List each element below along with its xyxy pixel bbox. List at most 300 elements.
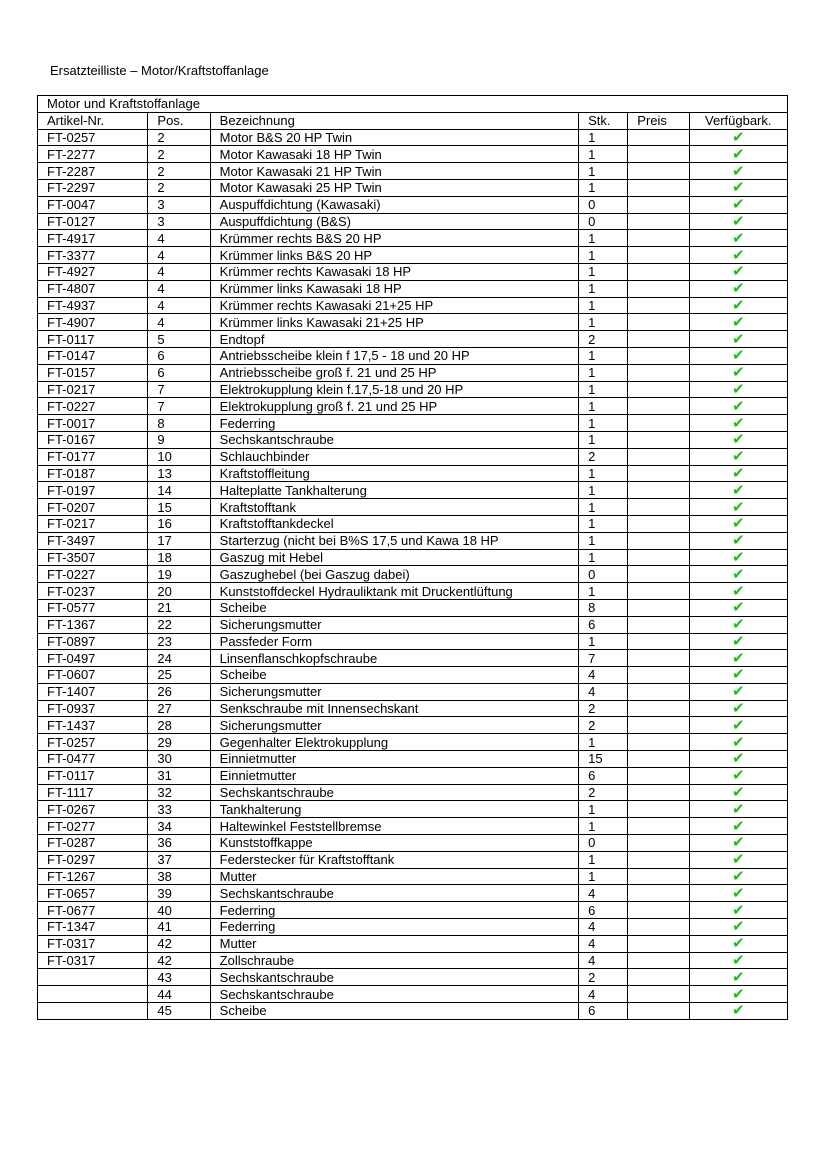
bezeichnung-cell: Antriebsscheibe groß f. 21 und 25 HP — [210, 364, 578, 381]
bezeichnung-cell: Motor Kawasaki 18 HP Twin — [210, 146, 578, 163]
preis-cell — [628, 935, 689, 952]
bezeichnung-cell: Linsenflanschkopfschraube — [210, 650, 578, 667]
availability-cell — [689, 146, 787, 163]
table-row — [38, 868, 788, 885]
bezeichnung-cell: Kraftstofftankdeckel — [210, 515, 578, 532]
header-row — [38, 112, 788, 129]
artikel-nr-cell: FT-1347 — [38, 919, 148, 936]
availability-cell — [689, 213, 787, 230]
pos-cell: 43 — [148, 969, 210, 986]
artikel-nr-cell: FT-0157 — [38, 364, 148, 381]
bezeichnung-cell: Mutter — [210, 935, 578, 952]
artikel-nr-cell: FT-0117 — [38, 767, 148, 784]
artikel-nr-cell: FT-0287 — [38, 835, 148, 852]
preis-cell — [628, 297, 689, 314]
stk-cell: 1 — [579, 347, 628, 364]
preis-cell — [628, 667, 689, 684]
artikel-nr-cell: FT-2277 — [38, 146, 148, 163]
stk-cell: 7 — [579, 650, 628, 667]
availability-cell — [689, 683, 787, 700]
preis-cell — [628, 734, 689, 751]
table-row — [38, 734, 788, 751]
preis-cell — [628, 364, 689, 381]
bezeichnung-cell: Krümmer links Kawasaki 18 HP — [210, 280, 578, 297]
table-row — [38, 549, 788, 566]
pos-cell: 7 — [148, 381, 210, 398]
table-row — [38, 969, 788, 986]
stk-cell: 6 — [579, 616, 628, 633]
table-row — [38, 835, 788, 852]
table-row — [38, 986, 788, 1003]
availability-cell — [689, 767, 787, 784]
availability-cell — [689, 431, 787, 448]
preis-cell — [628, 801, 689, 818]
availability-cell — [689, 499, 787, 516]
stk-cell: 4 — [579, 919, 628, 936]
table-row — [38, 902, 788, 919]
preis-cell — [628, 448, 689, 465]
pos-cell: 16 — [148, 515, 210, 532]
checkmark-icon: ✔ — [731, 649, 745, 667]
checkmark-icon: ✔ — [731, 297, 745, 314]
table-row — [38, 919, 788, 936]
bezeichnung-cell: Federring — [210, 919, 578, 936]
preis-cell — [628, 650, 689, 667]
bezeichnung-cell: Federring — [210, 902, 578, 919]
artikel-nr-cell: FT-0207 — [38, 499, 148, 516]
artikel-nr-cell: FT-0257 — [38, 129, 148, 146]
checkmark-icon: ✔ — [731, 918, 745, 936]
availability-cell — [689, 818, 787, 835]
availability-cell — [689, 969, 787, 986]
pos-cell: 18 — [148, 549, 210, 566]
checkmark-icon: ✔ — [731, 582, 745, 600]
checkmark-icon: ✔ — [731, 750, 745, 768]
preis-cell — [628, 515, 689, 532]
checkmark-icon: ✔ — [731, 616, 745, 633]
preis-cell — [628, 179, 689, 196]
availability-cell — [689, 751, 787, 768]
stk-cell: 0 — [579, 213, 628, 230]
pos-cell: 15 — [148, 499, 210, 516]
stk-cell: 1 — [579, 146, 628, 163]
bezeichnung-cell: Scheibe — [210, 599, 578, 616]
bezeichnung-cell: Scheibe — [210, 1003, 578, 1020]
checkmark-icon: ✔ — [731, 817, 745, 835]
bezeichnung-cell: Auspuffdichtung (B&S) — [210, 213, 578, 230]
table-row — [38, 314, 788, 331]
preis-cell — [628, 196, 689, 213]
preis-cell — [628, 566, 689, 583]
availability-cell — [689, 532, 787, 549]
table-row — [38, 885, 788, 902]
availability-cell — [689, 280, 787, 297]
checkmark-icon: ✔ — [731, 179, 745, 197]
checkmark-icon: ✔ — [731, 196, 745, 214]
bezeichnung-cell: Elektrokupplung groß f. 21 und 25 HP — [210, 398, 578, 415]
stk-cell: 6 — [579, 1003, 628, 1020]
artikel-nr-cell: FT-1267 — [38, 868, 148, 885]
table-row — [38, 767, 788, 784]
pos-cell: 36 — [148, 835, 210, 852]
preis-cell — [628, 583, 689, 600]
availability-cell — [689, 448, 787, 465]
table-row — [38, 532, 788, 549]
table-row — [38, 633, 788, 650]
bezeichnung-cell: Einnietmutter — [210, 751, 578, 768]
bezeichnung-cell: Kunststoffdeckel Hydrauliktank mit Druckentlüftung — [210, 583, 578, 600]
bezeichnung-cell: Scheibe — [210, 667, 578, 684]
checkmark-icon: ✔ — [731, 884, 745, 902]
checkmark-icon: ✔ — [731, 868, 745, 885]
stk-cell: 1 — [579, 381, 628, 398]
document-title: Ersatzteilliste – Motor/Kraftstoffanlage — [50, 63, 269, 78]
table-row — [38, 398, 788, 415]
artikel-nr-cell: FT-0227 — [38, 566, 148, 583]
bezeichnung-cell: Gaszughebel (bei Gaszug dabei) — [210, 566, 578, 583]
artikel-nr-cell: FT-0257 — [38, 734, 148, 751]
availability-cell — [689, 381, 787, 398]
artikel-nr-cell: FT-0897 — [38, 633, 148, 650]
pos-cell: 28 — [148, 717, 210, 734]
preis-cell — [628, 381, 689, 398]
artikel-nr-cell: FT-0187 — [38, 465, 148, 482]
availability-cell — [689, 919, 787, 936]
availability-cell — [689, 163, 787, 180]
pos-cell: 6 — [148, 364, 210, 381]
checkmark-icon: ✔ — [731, 397, 745, 415]
pos-cell: 30 — [148, 751, 210, 768]
availability-cell — [689, 734, 787, 751]
availability-cell — [689, 465, 787, 482]
pos-cell: 38 — [148, 868, 210, 885]
availability-cell — [689, 364, 787, 381]
availability-cell — [689, 129, 787, 146]
bezeichnung-cell: Federring — [210, 415, 578, 432]
table-row — [38, 583, 788, 600]
checkmark-icon: ✔ — [731, 800, 745, 818]
table-row — [38, 599, 788, 616]
checkmark-icon: ✔ — [731, 263, 745, 281]
checkmark-icon: ✔ — [731, 683, 745, 701]
table-row — [38, 616, 788, 633]
bezeichnung-cell: Federstecker für Kraftstofftank — [210, 851, 578, 868]
pos-cell: 42 — [148, 952, 210, 969]
checkmark-icon: ✔ — [731, 229, 745, 247]
header-verfuegbarkeit: Verfügbark. — [689, 112, 787, 129]
checkmark-icon: ✔ — [731, 901, 745, 919]
table-row — [38, 851, 788, 868]
table-row — [38, 247, 788, 264]
pos-cell: 24 — [148, 650, 210, 667]
checkmark-icon: ✔ — [731, 213, 745, 230]
availability-cell — [689, 650, 787, 667]
table-row — [38, 784, 788, 801]
artikel-nr-cell — [38, 1003, 148, 1020]
artikel-nr-cell: FT-0497 — [38, 650, 148, 667]
checkmark-icon: ✔ — [731, 700, 745, 717]
stk-cell: 6 — [579, 767, 628, 784]
pos-cell: 17 — [148, 532, 210, 549]
availability-cell — [689, 549, 787, 566]
pos-cell: 3 — [148, 196, 210, 213]
stk-cell: 2 — [579, 969, 628, 986]
pos-cell: 39 — [148, 885, 210, 902]
availability-cell — [689, 885, 787, 902]
table-row — [38, 146, 788, 163]
artikel-nr-cell: FT-0657 — [38, 885, 148, 902]
stk-cell: 1 — [579, 868, 628, 885]
bezeichnung-cell: Endtopf — [210, 331, 578, 348]
availability-cell — [689, 835, 787, 852]
table-row — [38, 297, 788, 314]
table-row — [38, 331, 788, 348]
pos-cell: 4 — [148, 297, 210, 314]
bezeichnung-cell: Motor Kawasaki 25 HP Twin — [210, 179, 578, 196]
stk-cell: 1 — [579, 818, 628, 835]
preis-cell — [628, 280, 689, 297]
artikel-nr-cell: FT-0297 — [38, 851, 148, 868]
preis-cell — [628, 499, 689, 516]
pos-cell: 23 — [148, 633, 210, 650]
pos-cell: 2 — [148, 163, 210, 180]
checkmark-icon: ✔ — [731, 851, 745, 869]
pos-cell: 25 — [148, 667, 210, 684]
availability-cell — [689, 1003, 787, 1020]
stk-cell: 8 — [579, 599, 628, 616]
artikel-nr-cell: FT-0177 — [38, 448, 148, 465]
checkmark-icon: ✔ — [731, 129, 745, 146]
preis-cell — [628, 247, 689, 264]
pos-cell: 8 — [148, 415, 210, 432]
stk-cell: 1 — [579, 549, 628, 566]
stk-cell: 1 — [579, 297, 628, 314]
stk-cell: 4 — [579, 986, 628, 1003]
table-row — [38, 280, 788, 297]
stk-cell: 1 — [579, 247, 628, 264]
artikel-nr-cell: FT-2287 — [38, 163, 148, 180]
stk-cell: 1 — [579, 398, 628, 415]
preis-cell — [628, 1003, 689, 1020]
preis-cell — [628, 129, 689, 146]
stk-cell: 1 — [579, 465, 628, 482]
checkmark-icon: ✔ — [731, 834, 745, 852]
pos-cell: 6 — [148, 347, 210, 364]
preis-cell — [628, 784, 689, 801]
stk-cell: 2 — [579, 448, 628, 465]
artikel-nr-cell: FT-0577 — [38, 599, 148, 616]
availability-cell — [689, 398, 787, 415]
pos-cell: 41 — [148, 919, 210, 936]
table-row — [38, 650, 788, 667]
stk-cell: 1 — [579, 129, 628, 146]
artikel-nr-cell: FT-1367 — [38, 616, 148, 633]
table-row — [38, 566, 788, 583]
bezeichnung-cell: Krümmer rechts B&S 20 HP — [210, 230, 578, 247]
bezeichnung-cell: Gaszug mit Hebel — [210, 549, 578, 566]
stk-cell: 1 — [579, 851, 628, 868]
preis-cell — [628, 683, 689, 700]
bezeichnung-cell: Sechskantschraube — [210, 969, 578, 986]
table-row — [38, 179, 788, 196]
stk-cell: 1 — [579, 633, 628, 650]
bezeichnung-cell: Gegenhalter Elektrokupplung — [210, 734, 578, 751]
bezeichnung-cell: Zollschraube — [210, 952, 578, 969]
table-row — [38, 818, 788, 835]
checkmark-icon: ✔ — [731, 465, 745, 482]
pos-cell: 29 — [148, 734, 210, 751]
stk-cell: 1 — [579, 532, 628, 549]
table-row — [38, 1003, 788, 1020]
preis-cell — [628, 700, 689, 717]
checkmark-icon: ✔ — [731, 145, 745, 163]
bezeichnung-cell: Sechskantschraube — [210, 784, 578, 801]
preis-cell — [628, 633, 689, 650]
checkmark-icon: ✔ — [731, 985, 745, 1003]
bezeichnung-cell: Tankhalterung — [210, 801, 578, 818]
table-row — [38, 213, 788, 230]
checkmark-icon: ✔ — [731, 431, 745, 449]
pos-cell: 21 — [148, 599, 210, 616]
artikel-nr-cell: FT-0237 — [38, 583, 148, 600]
artikel-nr-cell: FT-0267 — [38, 801, 148, 818]
availability-cell — [689, 851, 787, 868]
bezeichnung-cell: Senkschraube mit Innensechskant — [210, 700, 578, 717]
pos-cell: 19 — [148, 566, 210, 583]
bezeichnung-cell: Motor B&S 20 HP Twin — [210, 129, 578, 146]
availability-cell — [689, 616, 787, 633]
preis-cell — [628, 717, 689, 734]
artikel-nr-cell: FT-0277 — [38, 818, 148, 835]
pos-cell: 2 — [148, 179, 210, 196]
preis-cell — [628, 851, 689, 868]
checkmark-icon: ✔ — [731, 532, 745, 550]
preis-cell — [628, 919, 689, 936]
preis-cell — [628, 230, 689, 247]
pos-cell: 27 — [148, 700, 210, 717]
bezeichnung-cell: Motor Kawasaki 21 HP Twin — [210, 163, 578, 180]
preis-cell — [628, 213, 689, 230]
pos-cell: 14 — [148, 482, 210, 499]
checkmark-icon: ✔ — [731, 498, 745, 516]
checkmark-icon: ✔ — [731, 347, 745, 365]
header-artikel-nr: Artikel-Nr. — [38, 112, 148, 129]
pos-cell: 9 — [148, 431, 210, 448]
availability-cell — [689, 196, 787, 213]
checkmark-icon: ✔ — [731, 784, 745, 801]
bezeichnung-cell: Schlauchbinder — [210, 448, 578, 465]
stk-cell: 4 — [579, 683, 628, 700]
checkmark-icon: ✔ — [731, 381, 745, 398]
bezeichnung-cell: Krümmer links Kawasaki 21+25 HP — [210, 314, 578, 331]
artikel-nr-cell: FT-0047 — [38, 196, 148, 213]
stk-cell: 4 — [579, 935, 628, 952]
stk-cell: 1 — [579, 314, 628, 331]
checkmark-icon: ✔ — [731, 599, 745, 617]
artikel-nr-cell: FT-0117 — [38, 331, 148, 348]
availability-cell — [689, 700, 787, 717]
availability-cell — [689, 415, 787, 432]
checkmark-icon: ✔ — [731, 968, 745, 986]
artikel-nr-cell: FT-3377 — [38, 247, 148, 264]
stk-cell: 2 — [579, 331, 628, 348]
header-pos: Pos. — [148, 112, 210, 129]
preis-cell — [628, 482, 689, 499]
bezeichnung-cell: Sicherungsmutter — [210, 683, 578, 700]
artikel-nr-cell: FT-3507 — [38, 549, 148, 566]
availability-cell — [689, 247, 787, 264]
stk-cell: 2 — [579, 784, 628, 801]
preis-cell — [628, 431, 689, 448]
availability-cell — [689, 801, 787, 818]
artikel-nr-cell: FT-0197 — [38, 482, 148, 499]
pos-cell: 20 — [148, 583, 210, 600]
stk-cell: 1 — [579, 499, 628, 516]
availability-cell — [689, 179, 787, 196]
pos-cell: 10 — [148, 448, 210, 465]
pos-cell: 37 — [148, 851, 210, 868]
preis-cell — [628, 599, 689, 616]
pos-cell: 26 — [148, 683, 210, 700]
availability-cell — [689, 347, 787, 364]
table-row — [38, 482, 788, 499]
preis-cell — [628, 331, 689, 348]
availability-cell — [689, 952, 787, 969]
preis-cell — [628, 885, 689, 902]
pos-cell: 5 — [148, 331, 210, 348]
bezeichnung-cell: Kunststoffkappe — [210, 835, 578, 852]
table-row — [38, 415, 788, 432]
stk-cell: 0 — [579, 566, 628, 583]
table-row — [38, 465, 788, 482]
table-row — [38, 263, 788, 280]
pos-cell: 32 — [148, 784, 210, 801]
stk-cell: 1 — [579, 179, 628, 196]
preis-cell — [628, 263, 689, 280]
checkmark-icon: ✔ — [731, 952, 745, 969]
checkmark-icon: ✔ — [731, 767, 745, 785]
checkmark-icon: ✔ — [731, 1002, 745, 1020]
checkmark-icon: ✔ — [731, 481, 745, 499]
pos-cell: 2 — [148, 146, 210, 163]
checkmark-icon: ✔ — [731, 733, 745, 751]
checkmark-icon: ✔ — [731, 313, 745, 331]
availability-cell — [689, 297, 787, 314]
artikel-nr-cell: FT-0227 — [38, 398, 148, 415]
preis-cell — [628, 835, 689, 852]
availability-cell — [689, 583, 787, 600]
pos-cell: 4 — [148, 280, 210, 297]
preis-cell — [628, 969, 689, 986]
table-row — [38, 196, 788, 213]
preis-cell — [628, 398, 689, 415]
stk-cell: 4 — [579, 885, 628, 902]
stk-cell: 1 — [579, 263, 628, 280]
bezeichnung-cell: Krümmer rechts Kawasaki 21+25 HP — [210, 297, 578, 314]
availability-cell — [689, 935, 787, 952]
preis-cell — [628, 818, 689, 835]
bezeichnung-cell: Auspuffdichtung (Kawasaki) — [210, 196, 578, 213]
table-row — [38, 515, 788, 532]
stk-cell: 1 — [579, 515, 628, 532]
pos-cell: 4 — [148, 314, 210, 331]
preis-cell — [628, 146, 689, 163]
checkmark-icon: ✔ — [731, 280, 745, 298]
table-row — [38, 364, 788, 381]
bezeichnung-cell: Kraftstofftank — [210, 499, 578, 516]
artikel-nr-cell — [38, 986, 148, 1003]
section-row — [38, 96, 788, 113]
